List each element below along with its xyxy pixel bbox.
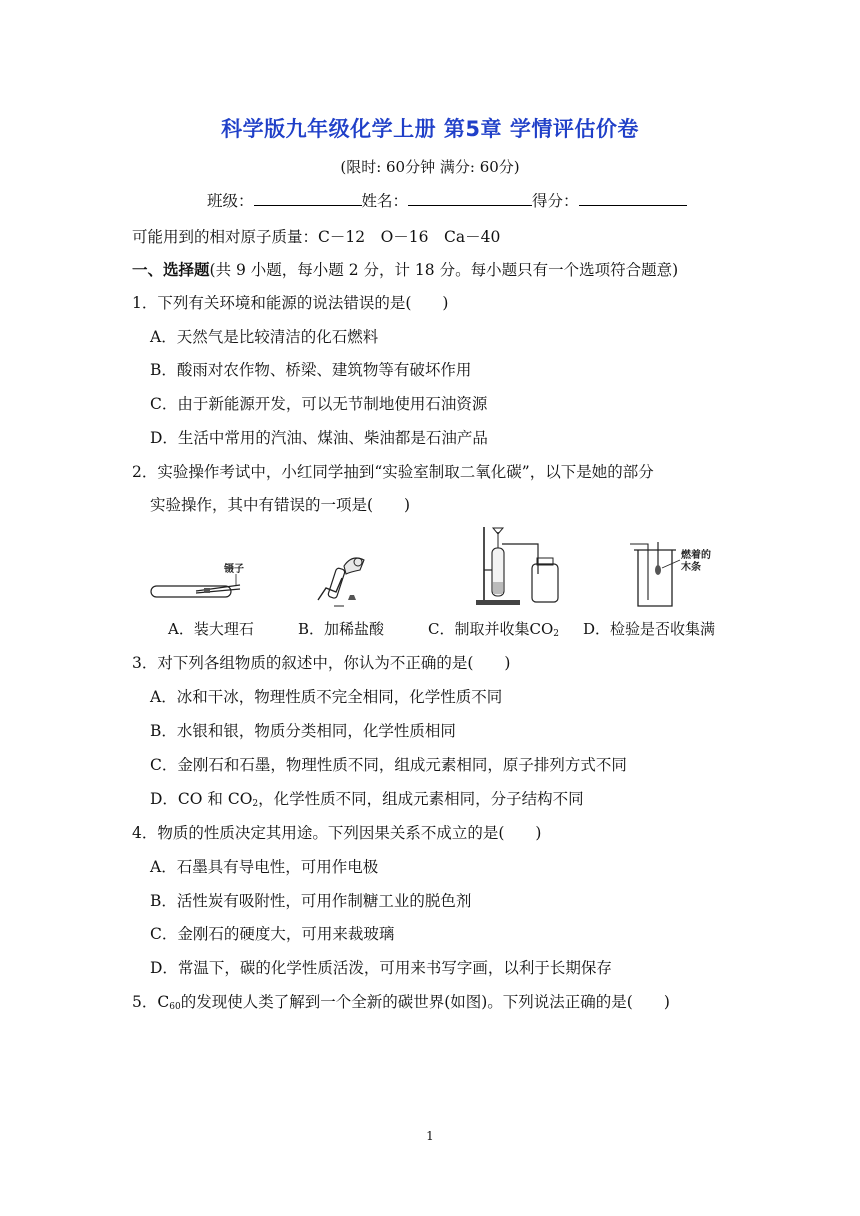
class-label: 班级：	[207, 192, 254, 210]
name-blank[interactable]	[408, 190, 532, 206]
question-4-option-d: D．常温下，碳的化学性质活泼，可用来书写字画，以利于长期保存	[150, 959, 612, 977]
question-3-option-a: A．冰和干冰，物理性质不完全相同，化学性质不同	[150, 688, 503, 706]
test-tube-tweezers-figure	[148, 560, 253, 610]
gas-jar-splint-figure	[628, 540, 738, 610]
splint-label-2: 木条	[681, 562, 701, 573]
question-4-option-c: C．金刚石的硬度大，可用来裁玻璃	[150, 925, 395, 943]
tweezers-label: 镊子	[224, 564, 244, 575]
co2-apparatus-figure	[474, 522, 564, 608]
question-5-stem: 5．$C_{60}$的发现使人类了解到一个全新的碳世界(如图)。下列说法正确的是( )	[132, 993, 670, 1012]
score-blank[interactable]	[579, 190, 687, 206]
question-1-option-a: A．天然气是比较清洁的化石燃料	[150, 328, 379, 346]
page-title: 科学版九年级化学上册 第5章 学情评估价卷	[221, 117, 639, 141]
section-heading	[132, 258, 678, 280]
splint-label-1: 燃着的	[681, 550, 711, 561]
student-info-row	[207, 189, 687, 211]
figure-caption-d: D．检验是否收集满	[583, 620, 716, 638]
figure-caption-c: C．制取并收集$CO_2$	[428, 620, 559, 639]
section-note: (共 9 小题，每小题 2 分，计 18 分。每小题只有一个选项符合题意)	[209, 261, 679, 279]
question-4-stem: 4．物质的性质决定其用途。下列因果关系不成立的是( )	[132, 824, 542, 842]
class-blank[interactable]	[254, 190, 362, 206]
question-3-stem: 3．对下列各组物质的叙述中，你认为不正确的是( )	[132, 654, 511, 672]
page-number: 1	[426, 1129, 434, 1143]
question-4-option-b: B．活性炭有吸附性，可用作制糖工业的脱色剂	[150, 892, 472, 910]
pour-acid-figure	[308, 548, 378, 610]
question-1-option-b: B．酸雨对农作物、桥梁、建筑物等有破坏作用	[150, 361, 472, 379]
figure-caption-a: A．装大理石	[168, 620, 254, 638]
question-4-option-a: A．石墨具有导电性，可用作电极	[150, 858, 379, 876]
section-title: 一、选择题	[132, 260, 210, 279]
question-2-stem-line1: 2．实验操作考试中，小红同学抽到“实验室制取二氧化碳”，以下是她的部分	[132, 463, 654, 481]
question-3-option-b: B．水银和银，物质分类相同，化学性质相同	[150, 722, 456, 740]
question-3-option-c: C．金刚石和石墨，物理性质不同，组成元素相同，原子排列方式不同	[150, 756, 627, 774]
figure-caption-b: B．加稀盐酸	[298, 620, 385, 638]
question-3-option-d: D．CO 和 $CO_2$，化学性质不同，组成元素相同，分子结构不同	[150, 790, 584, 809]
score-label: 得分：	[532, 192, 579, 210]
name-label: 姓名：	[361, 192, 409, 210]
question-1-stem: 1．下列有关环境和能源的说法错误的是( )	[132, 294, 449, 312]
question-1-option-c: C．由于新能源开发，可以无节制地使用石油资源	[150, 395, 488, 413]
question-2-stem-line2: 实验操作，其中有错误的一项是( )	[150, 496, 411, 514]
atomic-masses: 可能用到的相对原子质量：C－12 O－16 Ca－40	[132, 228, 501, 246]
question-1-option-d: D．生活中常用的汽油、煤油、柴油都是石油产品	[150, 429, 488, 447]
exam-limits: (限时: 60分钟 满分: 60分)	[340, 158, 520, 176]
